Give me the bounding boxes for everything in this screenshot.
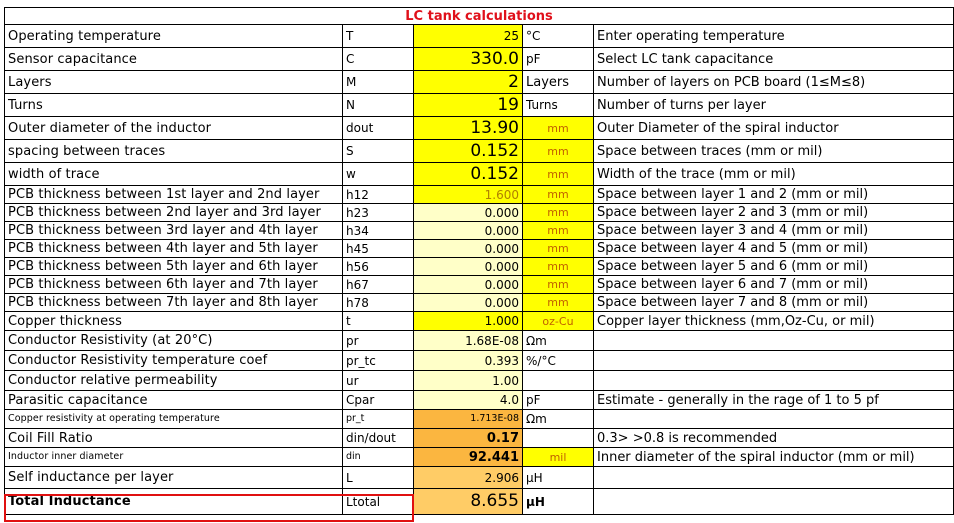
unit-cell: mm (523, 163, 594, 186)
input-h67[interactable]: 0.000 (414, 276, 523, 294)
symbol-cell: h56 (343, 258, 414, 276)
label-conductor-resistivity: Conductor Resistivity (at 20°C) (5, 331, 343, 351)
label-layers: Layers (5, 71, 343, 94)
label-total-inductance: Total Inductance (5, 489, 343, 515)
unit-cell: pF (523, 48, 594, 71)
unit-cell (523, 429, 594, 448)
desc-cell: Select LC tank capacitance (594, 48, 954, 71)
unit-cell: mm (523, 186, 594, 204)
unit-cell: Layers (523, 71, 594, 94)
symbol-cell: C (343, 48, 414, 71)
input-h56[interactable]: 0.000 (414, 258, 523, 276)
desc-cell: Space between layer 2 and 3 (mm or mil) (594, 204, 954, 222)
desc-cell: Space between layer 7 and 8 (mm or mil) (594, 294, 954, 312)
label-pcb-thickness-h56: PCB thickness between 5th layer and 6th layer (5, 258, 343, 276)
symbol-cell: h67 (343, 276, 414, 294)
input-turns[interactable]: 19 (414, 94, 523, 117)
symbol-cell: T (343, 25, 414, 48)
unit-cell: mm (523, 140, 594, 163)
symbol-cell: h78 (343, 294, 414, 312)
input-h34[interactable]: 0.000 (414, 222, 523, 240)
label-relative-permeability: Conductor relative permeability (5, 371, 343, 391)
label-resistivity-temp-coef: Conductor Resistivity temperature coef (5, 351, 343, 371)
input-copper-thickness[interactable]: 1.000 (414, 312, 523, 331)
label-pcb-thickness-h67: PCB thickness between 6th layer and 7th layer (5, 276, 343, 294)
label-pcb-thickness-h78: PCB thickness between 7th layer and 8th layer (5, 294, 343, 312)
unit-cell: pF (523, 391, 594, 410)
label-pcb-thickness-h23: PCB thickness between 2nd layer and 3rd layer (5, 204, 343, 222)
label-operating-temperature: Operating temperature (5, 25, 343, 48)
unit-cell: Ωm (523, 331, 594, 351)
symbol-cell: L (343, 467, 414, 489)
input-operating-temperature[interactable]: 25 (414, 25, 523, 48)
desc-cell: Space between layer 4 and 5 (mm or mil) (594, 240, 954, 258)
input-resistivity-temp-coef[interactable]: 0.393 (414, 351, 523, 371)
input-sensor-capacitance[interactable]: 330.0 (414, 48, 523, 71)
value-inner-diameter: 92.441 (414, 448, 523, 467)
desc-cell: Space between layer 5 and 6 (mm or mil) (594, 258, 954, 276)
symbol-cell: Cpar (343, 391, 414, 410)
desc-cell: Outer Diameter of the spiral inductor (594, 117, 954, 140)
symbol-cell: w (343, 163, 414, 186)
symbol-cell: t (343, 312, 414, 331)
label-copper-thickness: Copper thickness (5, 312, 343, 331)
symbol-cell: pr_t (343, 410, 414, 429)
label-coil-fill-ratio: Coil Fill Ratio (5, 429, 343, 448)
unit-cell: µH (523, 489, 594, 515)
unit-cell: mm (523, 258, 594, 276)
input-h12[interactable]: 1.600 (414, 186, 523, 204)
symbol-cell: h45 (343, 240, 414, 258)
symbol-cell: Ltotal (343, 489, 414, 515)
desc-cell: Estimate - generally in the rage of 1 to 5 pf (594, 391, 954, 410)
input-h45[interactable]: 0.000 (414, 240, 523, 258)
symbol-cell: din/dout (343, 429, 414, 448)
label-outer-diameter: Outer diameter of the inductor (5, 117, 343, 140)
label-trace-width: width of trace (5, 163, 343, 186)
value-coil-fill-ratio: 0.17 (414, 429, 523, 448)
label-pcb-thickness-h12: PCB thickness between 1st layer and 2nd layer (5, 186, 343, 204)
unit-cell: mil (523, 448, 594, 467)
label-turns: Turns (5, 94, 343, 117)
unit-cell: Ωm (523, 410, 594, 429)
symbol-cell: ur (343, 371, 414, 391)
desc-cell (594, 331, 954, 351)
unit-cell: mm (523, 204, 594, 222)
desc-cell (594, 351, 954, 371)
desc-cell: Number of turns per layer (594, 94, 954, 117)
label-inductor-inner-diameter: Inductor inner diameter (5, 448, 343, 467)
desc-cell: Space between layer 1 and 2 (mm or mil) (594, 186, 954, 204)
label-parasitic-capacitance: Parasitic capacitance (5, 391, 343, 410)
label-spacing-traces: spacing between traces (5, 140, 343, 163)
desc-cell: Space between layer 3 and 4 (mm or mil) (594, 222, 954, 240)
label-pcb-thickness-h45: PCB thickness between 4th layer and 5th layer (5, 240, 343, 258)
symbol-cell: pr (343, 331, 414, 351)
desc-cell (594, 489, 954, 515)
symbol-cell: S (343, 140, 414, 163)
input-relative-permeability[interactable]: 1.00 (414, 371, 523, 391)
desc-cell: Space between traces (mm or mil) (594, 140, 954, 163)
desc-cell: Width of the trace (mm or mil) (594, 163, 954, 186)
unit-cell: mm (523, 294, 594, 312)
unit-cell: mm (523, 240, 594, 258)
input-outer-diameter[interactable]: 13.90 (414, 117, 523, 140)
input-resistivity[interactable]: 1.68E-08 (414, 331, 523, 351)
desc-cell (594, 371, 954, 391)
value-self-inductance: 2.906 (414, 467, 523, 489)
label-self-inductance: Self inductance per layer (5, 467, 343, 489)
sheet-title: LC tank calculations (5, 8, 954, 25)
value-copper-resistivity-op-temp: 1.713E-08 (414, 410, 523, 429)
symbol-cell: h23 (343, 204, 414, 222)
symbol-cell: h12 (343, 186, 414, 204)
symbol-cell: N (343, 94, 414, 117)
input-layers[interactable]: 2 (414, 71, 523, 94)
unit-cell: °C (523, 25, 594, 48)
unit-cell: µH (523, 467, 594, 489)
symbol-cell: M (343, 71, 414, 94)
value-total-inductance: 8.655 (414, 489, 523, 515)
unit-cell: oz-Cu (523, 312, 594, 331)
unit-cell (523, 371, 594, 391)
unit-cell: %/°C (523, 351, 594, 371)
desc-cell: Enter operating temperature (594, 25, 954, 48)
unit-cell: Turns (523, 94, 594, 117)
label-sensor-capacitance: Sensor capacitance (5, 48, 343, 71)
symbol-cell: dout (343, 117, 414, 140)
lc-tank-sheet (4, 7, 954, 515)
desc-cell: Copper layer thickness (mm,Oz-Cu, or mil) (594, 312, 954, 331)
symbol-cell: pr_tc (343, 351, 414, 371)
desc-cell: Space between layer 6 and 7 (mm or mil) (594, 276, 954, 294)
input-spacing-traces[interactable]: 0.152 (414, 140, 523, 163)
input-h78[interactable]: 0.000 (414, 294, 523, 312)
desc-cell: Inner diameter of the spiral inductor (mm or mil) (594, 448, 954, 467)
input-trace-width[interactable]: 0.152 (414, 163, 523, 186)
symbol-cell: h34 (343, 222, 414, 240)
symbol-cell: din (343, 448, 414, 467)
desc-cell: 0.3> >0.8 is recommended (594, 429, 954, 448)
unit-cell: mm (523, 222, 594, 240)
desc-cell: Number of layers on PCB board (1≤M≤8) (594, 71, 954, 94)
unit-cell: mm (523, 117, 594, 140)
unit-cell: mm (523, 276, 594, 294)
desc-cell (594, 467, 954, 489)
label-copper-resistivity-op-temp: Copper resistivity at operating temperature (5, 410, 343, 429)
input-h23[interactable]: 0.000 (414, 204, 523, 222)
label-pcb-thickness-h34: PCB thickness between 3rd layer and 4th layer (5, 222, 343, 240)
desc-cell (594, 410, 954, 429)
input-parasitic-capacitance[interactable]: 4.0 (414, 391, 523, 410)
